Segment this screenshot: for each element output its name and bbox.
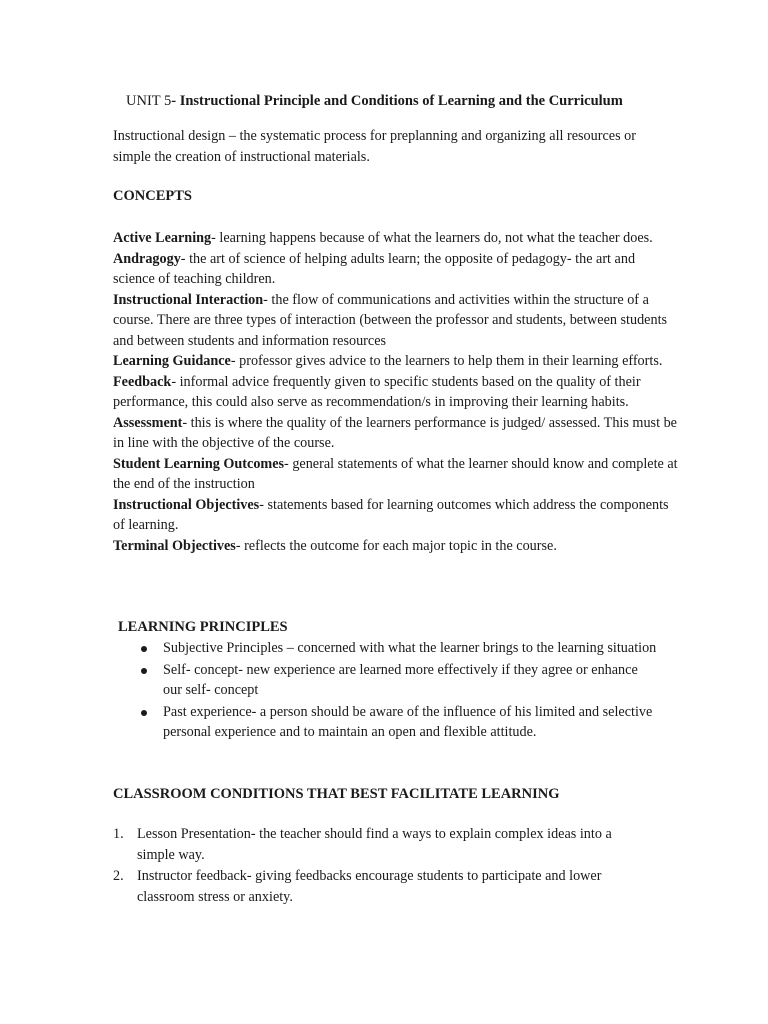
concept-term: Instructional Interaction	[113, 291, 264, 308]
unit-title-text: - Instructional Principle and Conditions of Learning and the Curriculum	[171, 93, 623, 109]
principle-text: Subjective Principles – concerned with what the learner brings to the learning situation	[163, 640, 657, 656]
bullet-icon	[141, 710, 147, 716]
concept-item	[113, 351, 679, 372]
concept-term: Instructional Objectives	[113, 496, 260, 513]
condition-text: Instructor feedback- giving feedbacks encourage students to participate and lower classroom stress or anxiety.	[137, 868, 602, 905]
principle-text: Self- concept- new experience are learned more effectively if they agree or enhance our self- concept	[163, 661, 638, 698]
concept-term: Feedback	[113, 373, 172, 390]
concepts-list	[113, 228, 679, 556]
concept-term: Andragogy	[113, 250, 181, 267]
condition-item	[113, 824, 653, 865]
concept-definition: - the flow of communications and activities within the structure of a course. There are three types of interaction (between the professor and students, between students and between students and information resources	[113, 291, 668, 349]
bullet-icon	[141, 646, 147, 652]
concept-definition: - this is where the quality of the learners performance is judged/ assessed. This must be in line with the objective of the course.	[113, 414, 677, 451]
concept-definition: - statements based for learning outcomes which address the components of learning.	[113, 496, 669, 533]
bullet-icon	[141, 668, 147, 674]
concept-definition: - learning happens because of what the learners do, not what the teacher does.	[211, 230, 653, 246]
unit-number: UNIT 5	[126, 93, 172, 109]
concept-definition: - professor gives advice to the learners to help them in their learning efforts.	[230, 353, 663, 369]
classroom-conditions-heading: CLASSROOM CONDITIONS THAT BEST FACILITATE LEARNING	[113, 786, 560, 802]
learning-principles-list	[137, 638, 657, 744]
learning-principles-heading: LEARNING PRINCIPLES	[118, 619, 288, 635]
concept-definition: - informal advice frequently given to specific students based on the quality of their performance, this could also serve as recommendation/s in improving their learning habits.	[113, 373, 641, 410]
concept-item	[113, 536, 679, 557]
principle-text: Past experience- a person should be aware of the influence of his limited and selective personal experience and to maintain an open and flexible attitude.	[163, 703, 653, 740]
condition-item	[113, 866, 653, 907]
unit-title	[126, 93, 623, 110]
concept-term: Assessment	[113, 414, 183, 431]
concept-definition: - reflects the outcome for each major topic in the course.	[235, 537, 557, 554]
concept-definition: - the art of science of helping adults learn; the opposite of pedagogy- the art and science of teaching children.	[113, 250, 636, 287]
condition-text: Lesson Presentation- the teacher should find a ways to explain complex ideas into a simple way.	[137, 826, 612, 863]
principle-item	[137, 702, 657, 743]
concept-term: Learning Guidance	[113, 353, 231, 369]
concepts-heading: CONCEPTS	[113, 188, 192, 204]
concept-term: Active Learning	[113, 230, 212, 246]
concept-item	[113, 249, 679, 290]
principle-item	[137, 660, 657, 701]
concept-item	[113, 413, 679, 454]
list-number: 2.	[113, 868, 124, 884]
concept-term: Terminal Objectives	[113, 537, 236, 554]
concept-item	[113, 495, 679, 536]
concept-item	[113, 372, 679, 413]
classroom-conditions-list	[113, 824, 653, 908]
concept-term: Student Learning Outcomes	[113, 455, 285, 472]
concept-definition: - general statements of what the learner should know and complete at the end of the instruction	[113, 455, 678, 492]
list-number: 1.	[113, 826, 124, 842]
concept-item	[113, 228, 679, 249]
principle-item	[137, 638, 657, 659]
intro-paragraph: Instructional design – the systematic process for preplanning and organizing all resources or simple the creation of instructional materials.	[113, 128, 636, 165]
concept-item	[113, 454, 679, 495]
concept-item	[113, 290, 679, 352]
